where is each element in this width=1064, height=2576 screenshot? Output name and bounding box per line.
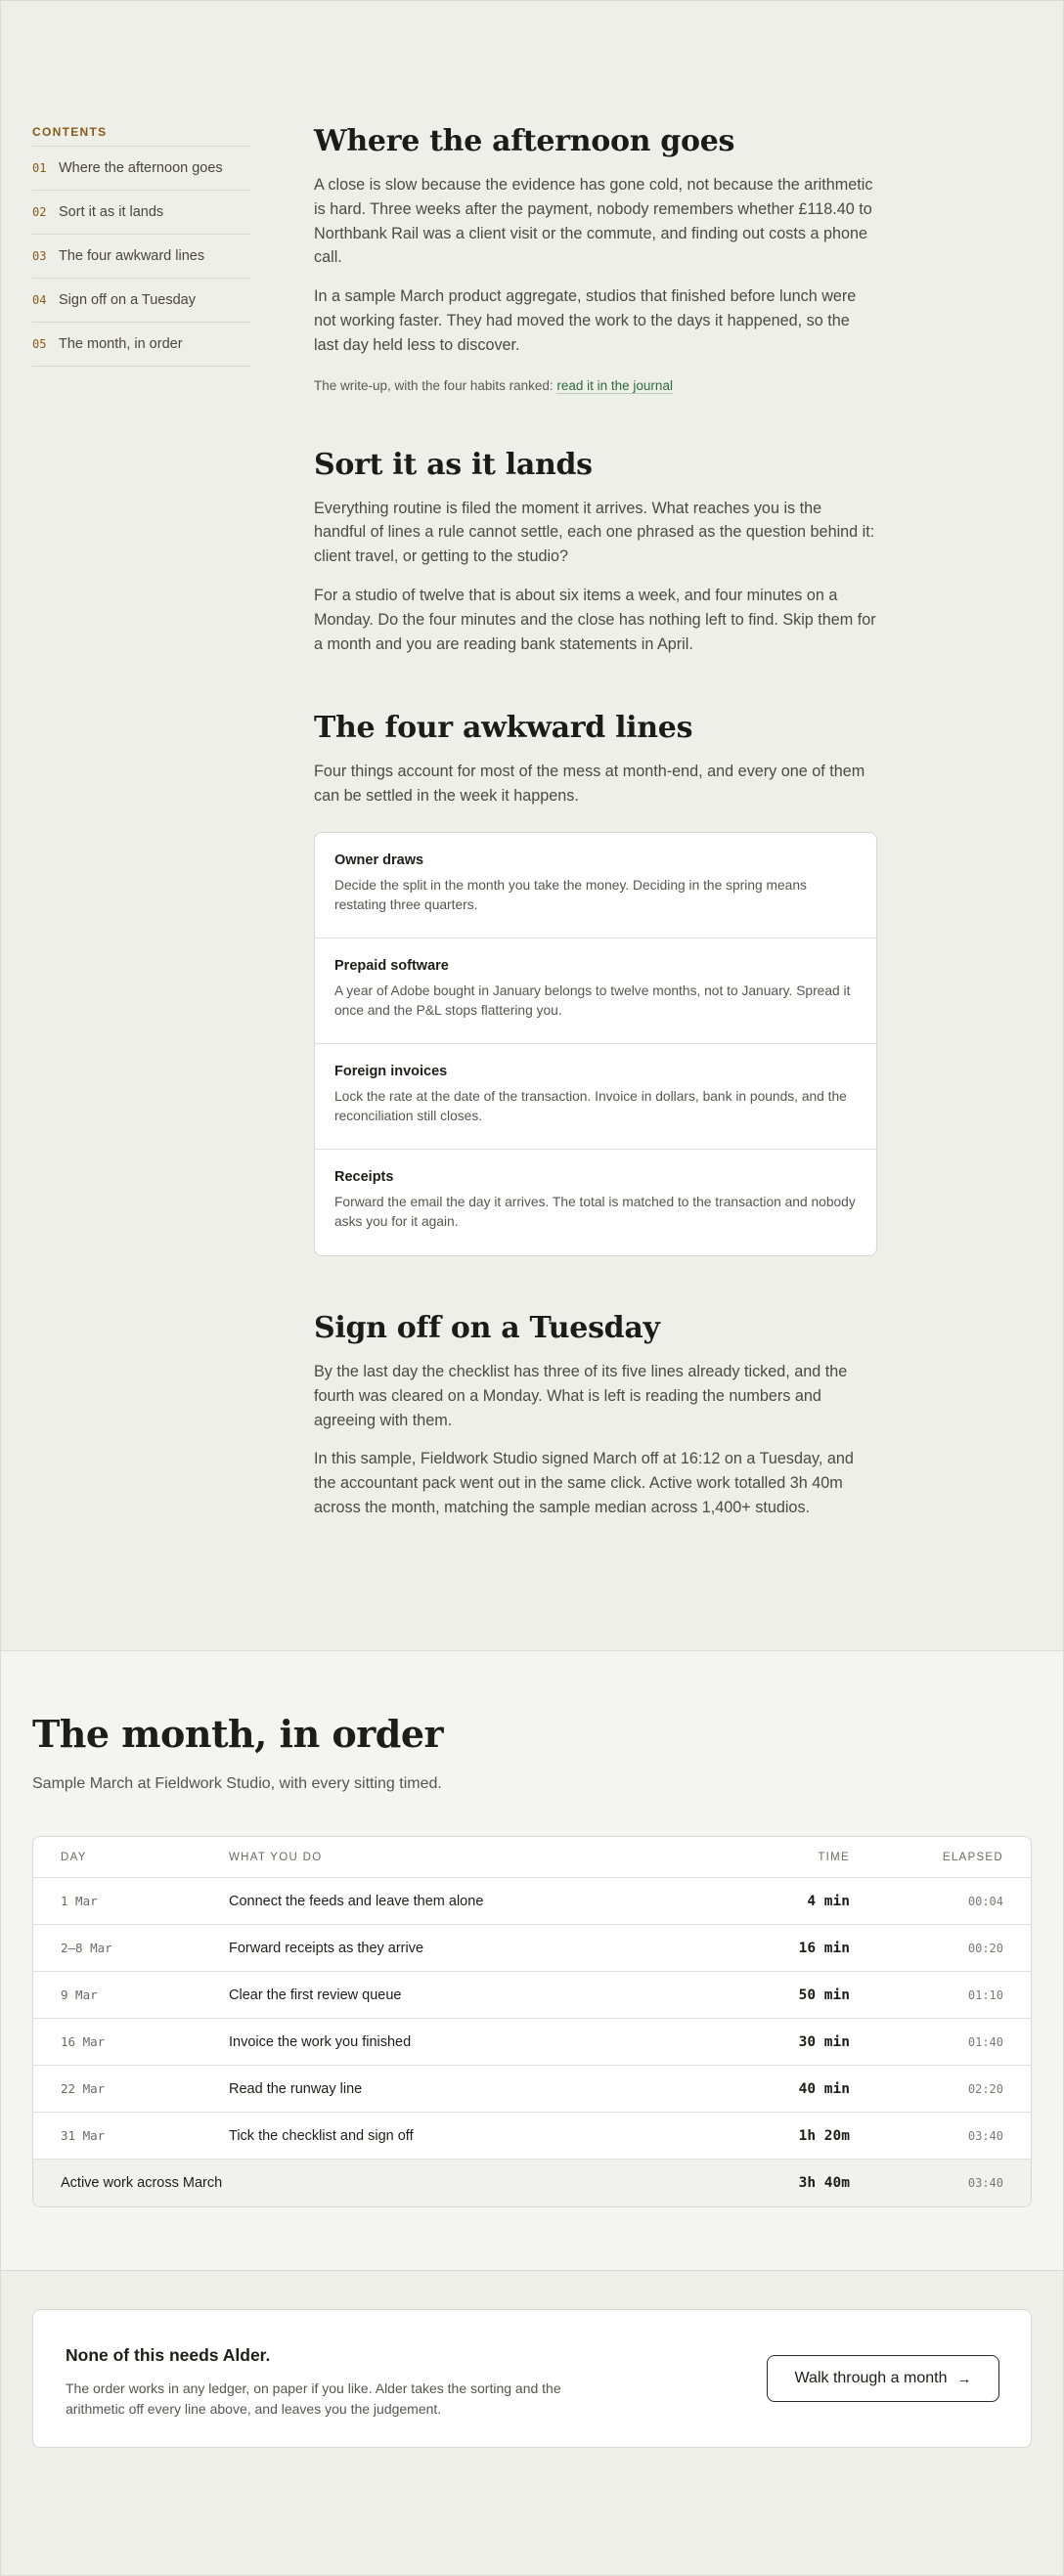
card-row-body: Decide the split in the month you take the money. Deciding in the spring means restating three quarters. — [334, 877, 807, 913]
cell-time: 4 min — [807, 1893, 850, 1909]
cell-what: Invoice the work you finished — [229, 2033, 412, 2050]
cell-elapsed: 03:40 — [967, 2128, 1003, 2143]
cell-what: Connect the feeds and leave them alone — [229, 1893, 484, 1909]
cell-elapsed: 01:40 — [967, 2034, 1003, 2049]
paragraph: In this sample, Fieldwork Studio signed March off at 16:12 on a Tuesday, and the accountant pack went out in the same click. Active work totalled 3h 40m across the month, matching the sample median across 1,400+ studios. — [314, 1450, 854, 1516]
toc-number: 05 — [32, 337, 47, 351]
table-row — [33, 1878, 1031, 1925]
cell-day: 1 Mar — [61, 1894, 98, 1908]
cell-what: Clear the first review queue — [229, 1987, 402, 2003]
arrow-right-icon: → — [956, 2370, 972, 2387]
section-title-signoff: Sign off on a Tuesday — [314, 1310, 660, 1345]
total-elapsed: 03:40 — [967, 2176, 1003, 2190]
timeline-table — [32, 1836, 1032, 2207]
table-total-row — [33, 2160, 1031, 2206]
toc-number: 03 — [32, 249, 47, 263]
toc-label: Where the afternoon goes — [59, 160, 223, 176]
table-row — [33, 1925, 1031, 1972]
cell-time: 1h 20m — [798, 2127, 850, 2144]
cell-time: 50 min — [798, 1987, 850, 2003]
card-row-body: A year of Adobe bought in January belongs to twelve months, not to January. Spread it once and the P&L stops flattering you. — [334, 982, 851, 1019]
card-row-title: Prepaid software — [334, 957, 449, 974]
cell-time: 30 min — [798, 2033, 850, 2050]
paragraph: Four things account for most of the mess at month-end, and every one of them can be settled in the week it happens. — [314, 763, 865, 806]
cell-what: Forward receipts as they arrive — [229, 1940, 424, 1956]
toc-item-1[interactable] — [32, 147, 250, 191]
card-row-body: Forward the email the day it arrives. The total is matched to the transaction and nobody asks you for it again. — [334, 1194, 856, 1230]
paragraph: By the last day the checklist has three of its five lines already ticked, and the fourth was cleared on a Monday. What is left is reading the numbers and agreeing with them. — [314, 1362, 848, 1429]
walk-through-button[interactable] — [767, 2355, 999, 2402]
toc-number: 04 — [32, 293, 47, 307]
cell-day: 22 Mar — [61, 2081, 106, 2096]
section-title-sort: Sort it as it lands — [314, 447, 593, 482]
cell-day: 31 Mar — [61, 2128, 106, 2143]
article-body — [314, 124, 877, 1520]
journal-link[interactable]: read it in the journal — [556, 377, 673, 393]
toc-label: The four awkward lines — [59, 248, 205, 264]
card-row — [315, 1150, 876, 1255]
cell-time: 40 min — [798, 2080, 850, 2097]
note-text: The write-up, with the four habits ranked: — [314, 377, 557, 393]
paragraph: In a sample March product aggregate, studios that finished before lunch were not working faster. They had moved the work to the days it happened, so the last day held less to discover. — [314, 287, 857, 354]
table-row — [33, 2113, 1031, 2160]
paragraph: A close is slow because the evidence has gone cold, not because the arithmetic is hard. Three weeks after the payment, nobody remembers whether £118.40 to Northbank Rail was a client visit or the commute, and finding out costs a phone call. — [314, 176, 873, 267]
section-title-afternoon: Where the afternoon goes — [314, 124, 735, 158]
toc-label: Sign off on a Tuesday — [59, 292, 197, 308]
paragraph: For a studio of twelve that is about six items a week, and four minutes on a Monday. Do the four minutes and the close has nothing left to find. Skip them for a month and you are reading bank statements in April. — [314, 586, 876, 653]
table-row — [33, 2066, 1031, 2113]
card-row — [315, 939, 876, 1044]
toc-number: 02 — [32, 205, 47, 219]
awkward-lines-card — [314, 832, 877, 1256]
section-title-awkward: The four awkward lines — [314, 711, 693, 746]
cta-title: None of this needs Alder. — [66, 2345, 271, 2365]
card-row — [315, 833, 876, 939]
cell-elapsed: 00:20 — [967, 1941, 1003, 1955]
toc-item-5[interactable] — [32, 323, 250, 367]
header-what: WHAT YOU DO — [229, 1851, 323, 1863]
header-day: DAY — [61, 1851, 87, 1863]
cell-what: Tick the checklist and sign off — [229, 2127, 414, 2144]
toc-item-4[interactable] — [32, 279, 250, 323]
toc-heading: CONTENTS — [32, 125, 250, 147]
toc-number: 01 — [32, 161, 47, 175]
cell-elapsed: 01:10 — [967, 1987, 1003, 2002]
table-row — [33, 1972, 1031, 2019]
total-time: 3h 40m — [798, 2175, 850, 2191]
cell-time: 16 min — [798, 1940, 850, 1956]
table-header-row — [33, 1837, 1031, 1878]
toc-label: The month, in order — [59, 336, 183, 352]
header-elapsed: ELAPSED — [942, 1851, 1003, 1863]
cell-what: Read the runway line — [229, 2080, 363, 2097]
card-row-body: Lock the rate at the date of the transaction. Invoice in dollars, bank in pounds, and the reconciliation still closes. — [334, 1088, 847, 1124]
month-timeline-section — [0, 1650, 1064, 2271]
toc-label: Sort it as it lands — [59, 204, 164, 220]
cell-day: 2–8 Mar — [61, 1941, 112, 1955]
total-label: Active work across March — [61, 2175, 223, 2191]
card-row — [315, 1044, 876, 1150]
button-label: Walk through a month — [794, 2370, 948, 2386]
card-row-title: Owner draws — [334, 851, 424, 868]
cta-body: The order works in any ledger, on paper if you like. Alder takes the sorting and the arithmetic off every line above, and leaves you the judgement. — [66, 2380, 561, 2417]
cell-day: 9 Mar — [61, 1987, 98, 2002]
timeline-subtitle: Sample March at Fieldwork Studio, with every sitting timed. — [32, 1775, 442, 1792]
cell-day: 16 Mar — [61, 2034, 106, 2049]
header-time: TIME — [818, 1851, 850, 1863]
cell-elapsed: 00:04 — [967, 1894, 1003, 1908]
card-row-title: Foreign invoices — [334, 1063, 448, 1079]
journal-note — [314, 378, 877, 393]
toc-item-3[interactable] — [32, 235, 250, 279]
card-row-title: Receipts — [334, 1168, 394, 1185]
cta-card — [32, 2309, 1032, 2448]
toc-item-2[interactable] — [32, 191, 250, 235]
cell-elapsed: 02:20 — [967, 2081, 1003, 2096]
table-of-contents — [32, 125, 250, 367]
timeline-title: The month, in order — [32, 1712, 444, 1756]
table-row — [33, 2019, 1031, 2066]
paragraph: Everything routine is filed the moment it arrives. What reaches you is the handful of lines a rule cannot settle, each one phrased as the question behind it: client travel, or getting to the studio? — [314, 499, 875, 566]
